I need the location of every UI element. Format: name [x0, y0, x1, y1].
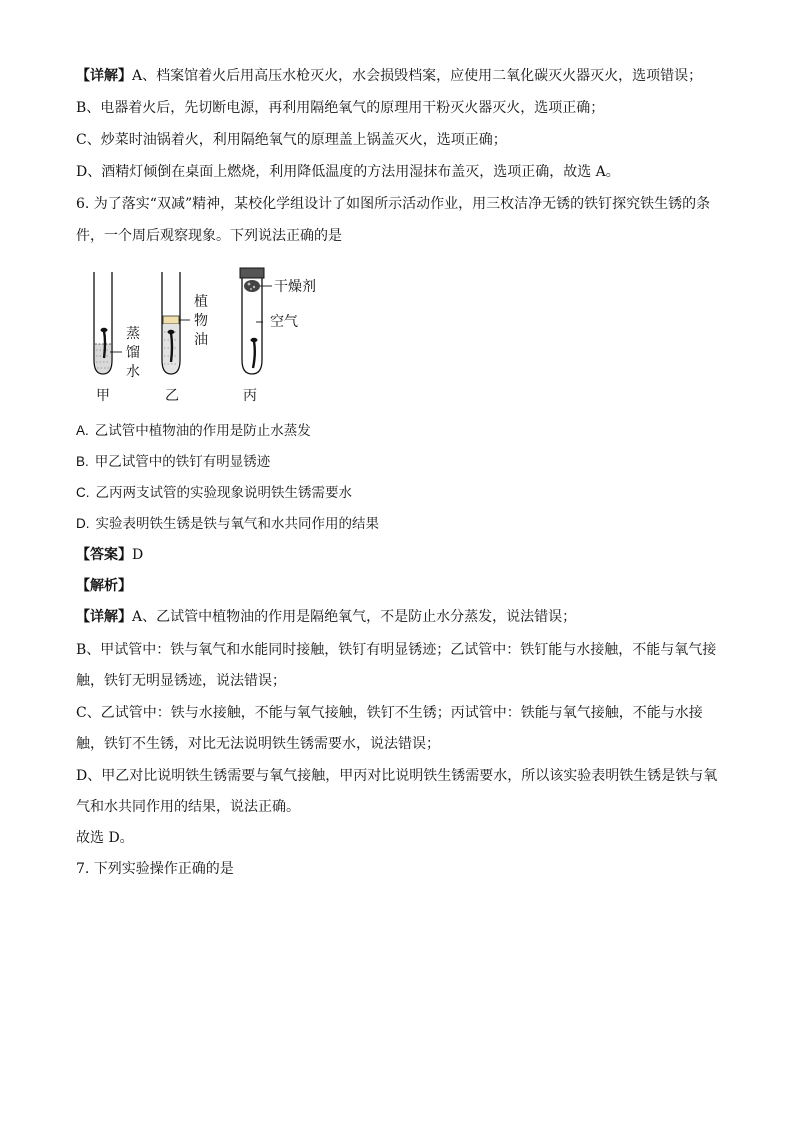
- water-label-2: 馏: [126, 345, 140, 361]
- iron-nail: [104, 331, 105, 358]
- q6-detail-line-c2: 触，铁钉不生锈，对比无法说明铁生锈需要水，说法错误；: [76, 736, 440, 752]
- answer-label: 【答案】: [76, 547, 132, 563]
- q6-detail-line-d1: D、甲乙对比说明铁生锈需要与氧气接触，甲丙对比说明铁生锈需要水，所以该实验表明铁生锈是铁与氧: [76, 768, 718, 784]
- detail-line-c: C、炒菜时油锅着火，利用隔绝氧气的原理盖上锅盖灭火，选项正确；: [76, 132, 507, 148]
- q6-detail-line-d2: 气和水共同作用的结果，说法正确。: [76, 799, 300, 815]
- tube-label-bing: 丙: [243, 388, 257, 404]
- tube-label-jia: 甲: [96, 388, 110, 404]
- q6-detail-line-b1: B、甲试管中：铁与氧气和水能同时接触，铁钉有明显锈迹；乙试管中：铁钉能与水接触，不能与氧气接: [76, 642, 717, 658]
- detail-line-a: [76, 66, 702, 86]
- desiccant: [244, 280, 260, 292]
- air-label: 空气: [270, 314, 298, 330]
- question-6-stem-line2: 件，一个周后观察现象。下列说法正确的是: [76, 228, 342, 244]
- detail-line-b: B、电器着火后，先切断电源，再利用隔绝氧气的原理用干粉灭火器灭火，选项正确；: [76, 100, 605, 116]
- detail-label: 【详解】: [76, 68, 132, 84]
- water-label-1: 蒸: [126, 326, 140, 342]
- water-label-3: 水: [126, 364, 140, 380]
- oil-label-1: 植: [194, 294, 208, 310]
- question-6-stem-line1: 6. 为了落实“双减”精神，某校化学组设计了如图所示活动作业，用三枚洁净无锈的铁钉探究铁生锈的条: [76, 196, 711, 212]
- iron-nail: [253, 341, 255, 368]
- detail-line-d: D、酒精灯倾倒在桌面上燃烧，利用降低温度的方法用湿抹布盖灭，选项正确，故选 A。: [76, 164, 620, 180]
- option-b: B. 甲乙试管中的铁钉有明显锈迹: [76, 454, 271, 470]
- test-tube-figure: [76, 264, 366, 414]
- q6-detail-line-a: 【详解】A、乙试管中植物油的作用是隔绝氧气，不是防止水分蒸发，说法错误；: [76, 609, 577, 625]
- tube-jia: [94, 272, 122, 374]
- q6-detail-line-b2: 触，铁钉无明显锈迹，说法错误；: [76, 673, 286, 689]
- tube-bing: [240, 268, 272, 374]
- option-d: D. 实验表明铁生锈是铁与氧气和水共同作用的结果: [76, 516, 379, 532]
- oil-label-3: 油: [194, 332, 208, 348]
- answer-line: [76, 545, 143, 565]
- question-7-stem: 7. 下列实验操作正确的是: [76, 861, 234, 877]
- detail-text: A、档案馆着火后用高压水枪灭火，水会损毁档案，应使用二氧化碳灭火器灭火，选项错误；: [132, 68, 703, 84]
- q6-detail-line-c1: C、乙试管中：铁与水接触，不能与氧气接触，铁钉不生锈；丙试管中：铁能与氧气接触，不能与水接: [76, 705, 703, 721]
- tube-yi: [162, 272, 190, 374]
- q6-conclusion: 故选 D。: [76, 830, 134, 846]
- stopper: [240, 268, 264, 278]
- oil-label-2: 物: [194, 313, 208, 329]
- tube-label-yi: 乙: [165, 388, 179, 404]
- iron-nail: [171, 333, 172, 362]
- oil-layer: [163, 316, 179, 324]
- option-a: A. 乙试管中植物油的作用是防止水蒸发: [76, 423, 311, 439]
- option-c: C. 乙丙两支试管的实验现象说明铁生锈需要水: [76, 485, 352, 501]
- answer-value: D: [132, 547, 144, 563]
- desiccant-label: 干燥剂: [274, 279, 316, 295]
- analysis-label: 【解析】: [76, 578, 132, 594]
